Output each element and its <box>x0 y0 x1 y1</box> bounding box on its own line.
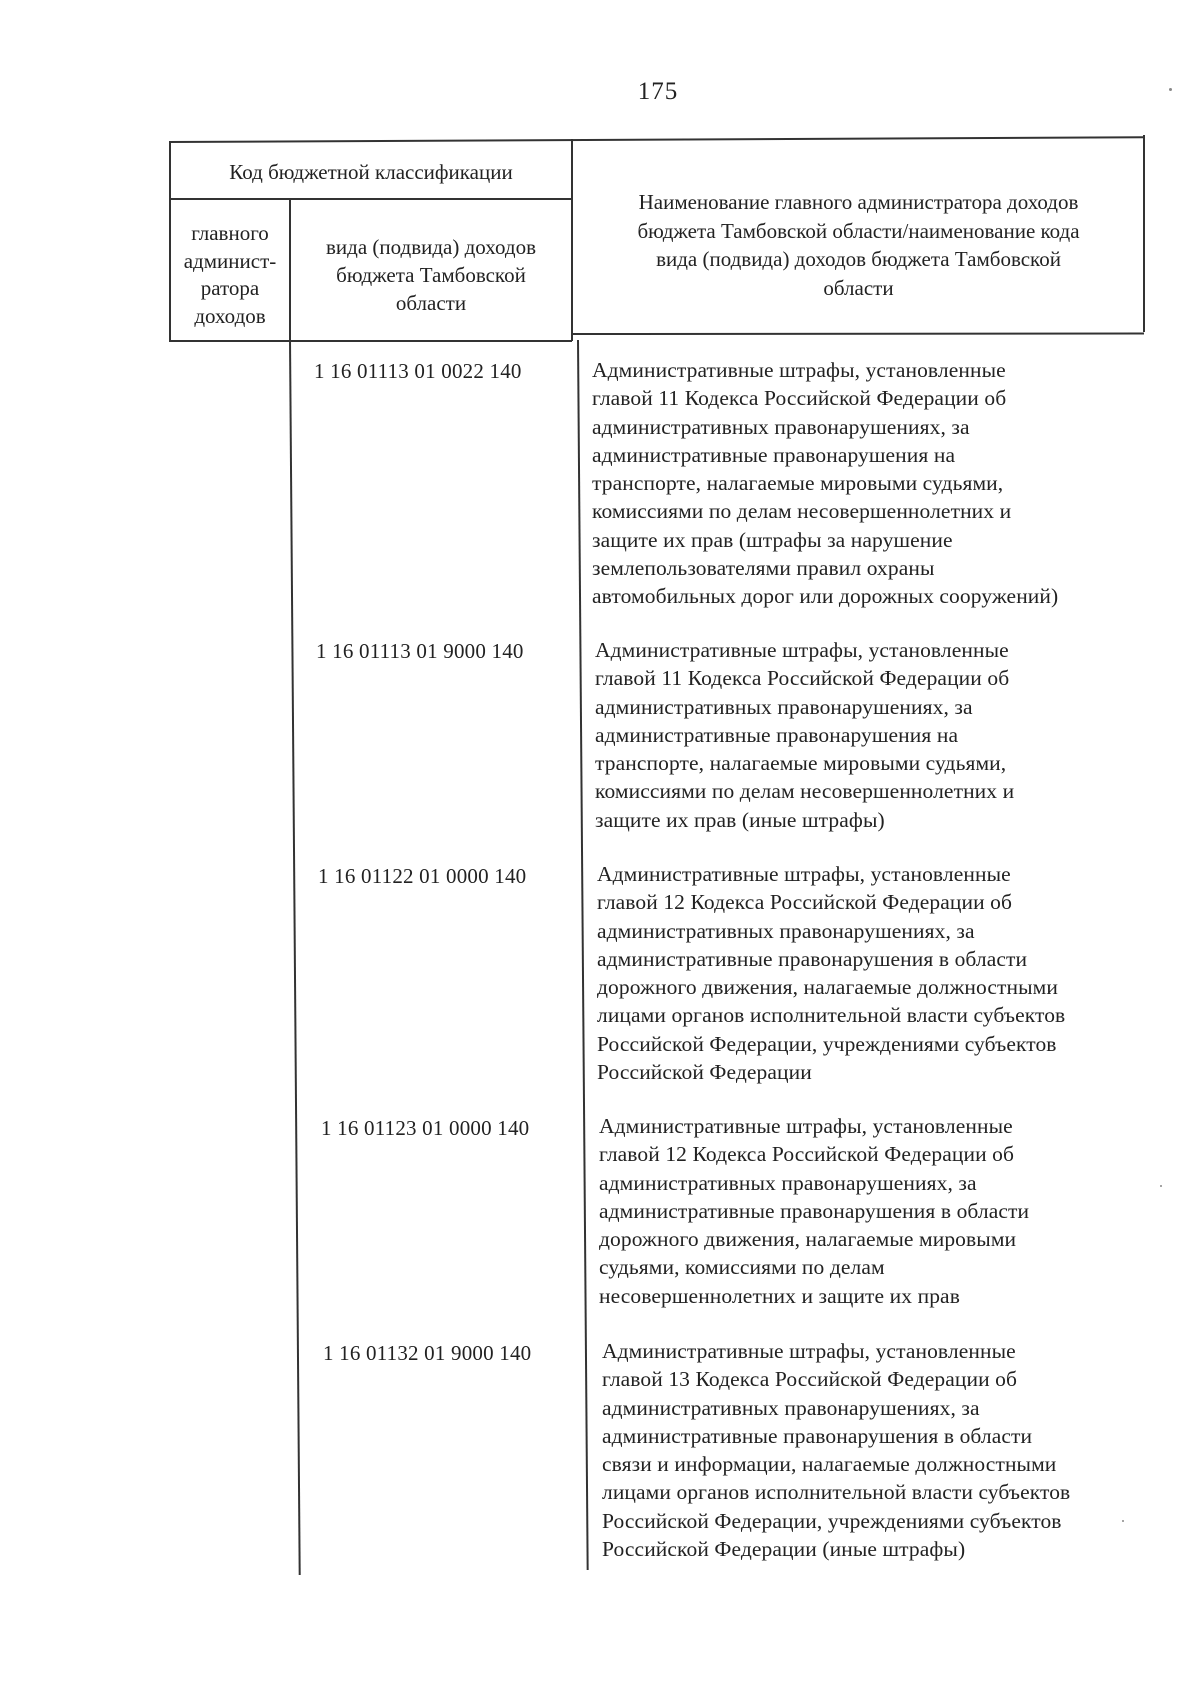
row-description: Административные штрафы, установленные главой 11 Кодекса Российской Федерации об административных правонарушениях, за административные правонарушения на транспорте, налагаемые мировыми судьями, комиссиями по делам несовершеннолетних и защите их прав (штрафы за нарушение землепользователями правил охраны автомобильных дорог или дорожных сооружений) <box>592 358 1059 609</box>
scan-speck <box>1122 1520 1124 1522</box>
header-bottom-line <box>169 340 572 342</box>
header-right-line <box>1143 135 1145 332</box>
header-admin-column: главного админист- ратора доходов <box>183 221 277 328</box>
row-code: 1 16 01113 01 9000 140 <box>316 639 524 663</box>
body-admin-code-divider <box>289 340 300 1575</box>
header-bottom-line-right <box>571 332 1144 334</box>
header-top-line <box>169 136 1144 142</box>
header-code-column: вида (подвида) доходов бюджета Тамбовской области <box>326 235 536 315</box>
row-description: Административные штрафы, установленные главой 12 Кодекса Российской Федерации об административных правонарушениях, за административные правонарушения в области дорожного движения, налагаемые мировыми судьями, комиссиями по делам несовершеннолетних и защите их прав <box>599 1114 1030 1308</box>
header-name-column: Наименование главного администратора доходов бюджета Тамбовской области/наименование кода вида (подвида) доходов бюджета Тамбовской области <box>637 190 1080 300</box>
header-left-line <box>169 141 171 341</box>
row-code: 1 16 01132 01 9000 140 <box>323 1341 532 1365</box>
header-group-underline <box>169 198 572 200</box>
row-description: Административные штрафы, установленные главой 12 Кодекса Российской Федерации об административных правонарушениях, за административные правонарушения в области дорожного движения, налагаемые должностными лицами органов исполнительной власти субъектов Российской Федерации, учреждениями субъектов Российской Федерации <box>597 862 1066 1085</box>
header-code-name-divider <box>571 139 573 341</box>
row-description: Административные штрафы, установленные главой 13 Кодекса Российской Федерации об административных правонарушениях, за административные правонарушения в области связи и информации, налагаемые должностными лицами органов исполнительной власти субъектов Российской Федерации, учреждениями субъектов Российской Федерации (иные штрафы) <box>602 1339 1071 1562</box>
scan-speck <box>1169 88 1172 91</box>
header-admin-code-divider <box>289 199 291 341</box>
row-code: 1 16 01113 01 0022 140 <box>314 359 522 383</box>
body-code-name-divider <box>577 340 588 1570</box>
header-group-title: Код бюджетной классификации <box>229 160 513 184</box>
row-code: 1 16 01122 01 0000 140 <box>318 864 527 888</box>
row-description: Административные штрафы, установленные главой 11 Кодекса Российской Федерации об административных правонарушениях, за административные правонарушения на транспорте, налагаемые мировыми судьями, комиссиями по делам несовершеннолетних и защите их прав (иные штрафы) <box>595 638 1015 832</box>
row-code: 1 16 01123 01 0000 140 <box>321 1116 530 1140</box>
scan-speck <box>1160 1185 1162 1187</box>
page-number: 175 <box>637 78 679 105</box>
